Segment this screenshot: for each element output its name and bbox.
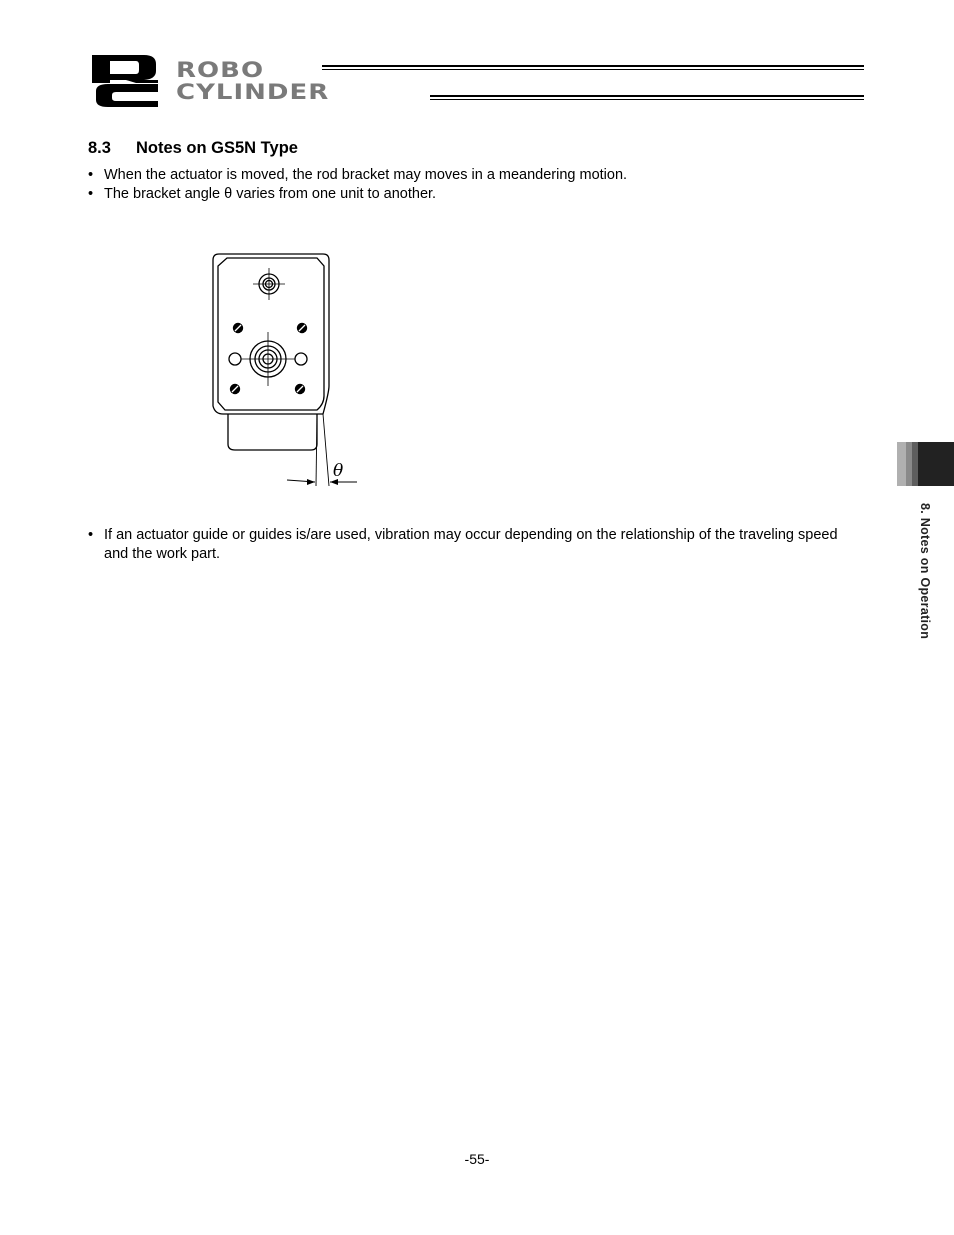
list-item: [88, 526, 858, 564]
angle-theta-label: θ: [333, 461, 344, 481]
header-rule-bottom-2: [430, 99, 864, 100]
page-number: -55-: [464, 1151, 490, 1167]
section-number: 8.3: [88, 139, 111, 157]
bullet-dot: •: [88, 186, 94, 202]
section-heading: [88, 139, 298, 158]
notes-list-bottom: [88, 526, 858, 564]
logo-word-cylinder: CYLINDER: [176, 80, 330, 105]
header-rule-top-2: [322, 69, 864, 70]
note-text: If an actuator guide or guides is/are used, vibration may occur depending on the relationship of the traveling speed and the work part.: [104, 527, 838, 562]
logo-word-robo: ROBO: [176, 58, 265, 83]
note-text: When the actuator is moved, the rod bracket may moves in a meandering motion.: [104, 167, 628, 183]
bullet-dot: •: [88, 527, 94, 543]
section-title: Notes on GS5N Type: [136, 139, 298, 157]
bracket-angle-drawing: [205, 246, 365, 491]
chapter-tab-marker: [897, 442, 954, 486]
notes-list-top: [88, 166, 858, 204]
chapter-side-label: 8. Notes on Operation: [918, 503, 932, 640]
list-item: [88, 185, 858, 204]
bullet-dot: •: [88, 167, 94, 183]
note-text: The bracket angle θ varies from one unit to another.: [104, 186, 437, 202]
header-rule-top-1: [322, 65, 864, 67]
list-item: [88, 166, 858, 185]
header-rule-bottom-1: [430, 95, 864, 97]
rc-logo-icon: [92, 55, 172, 107]
